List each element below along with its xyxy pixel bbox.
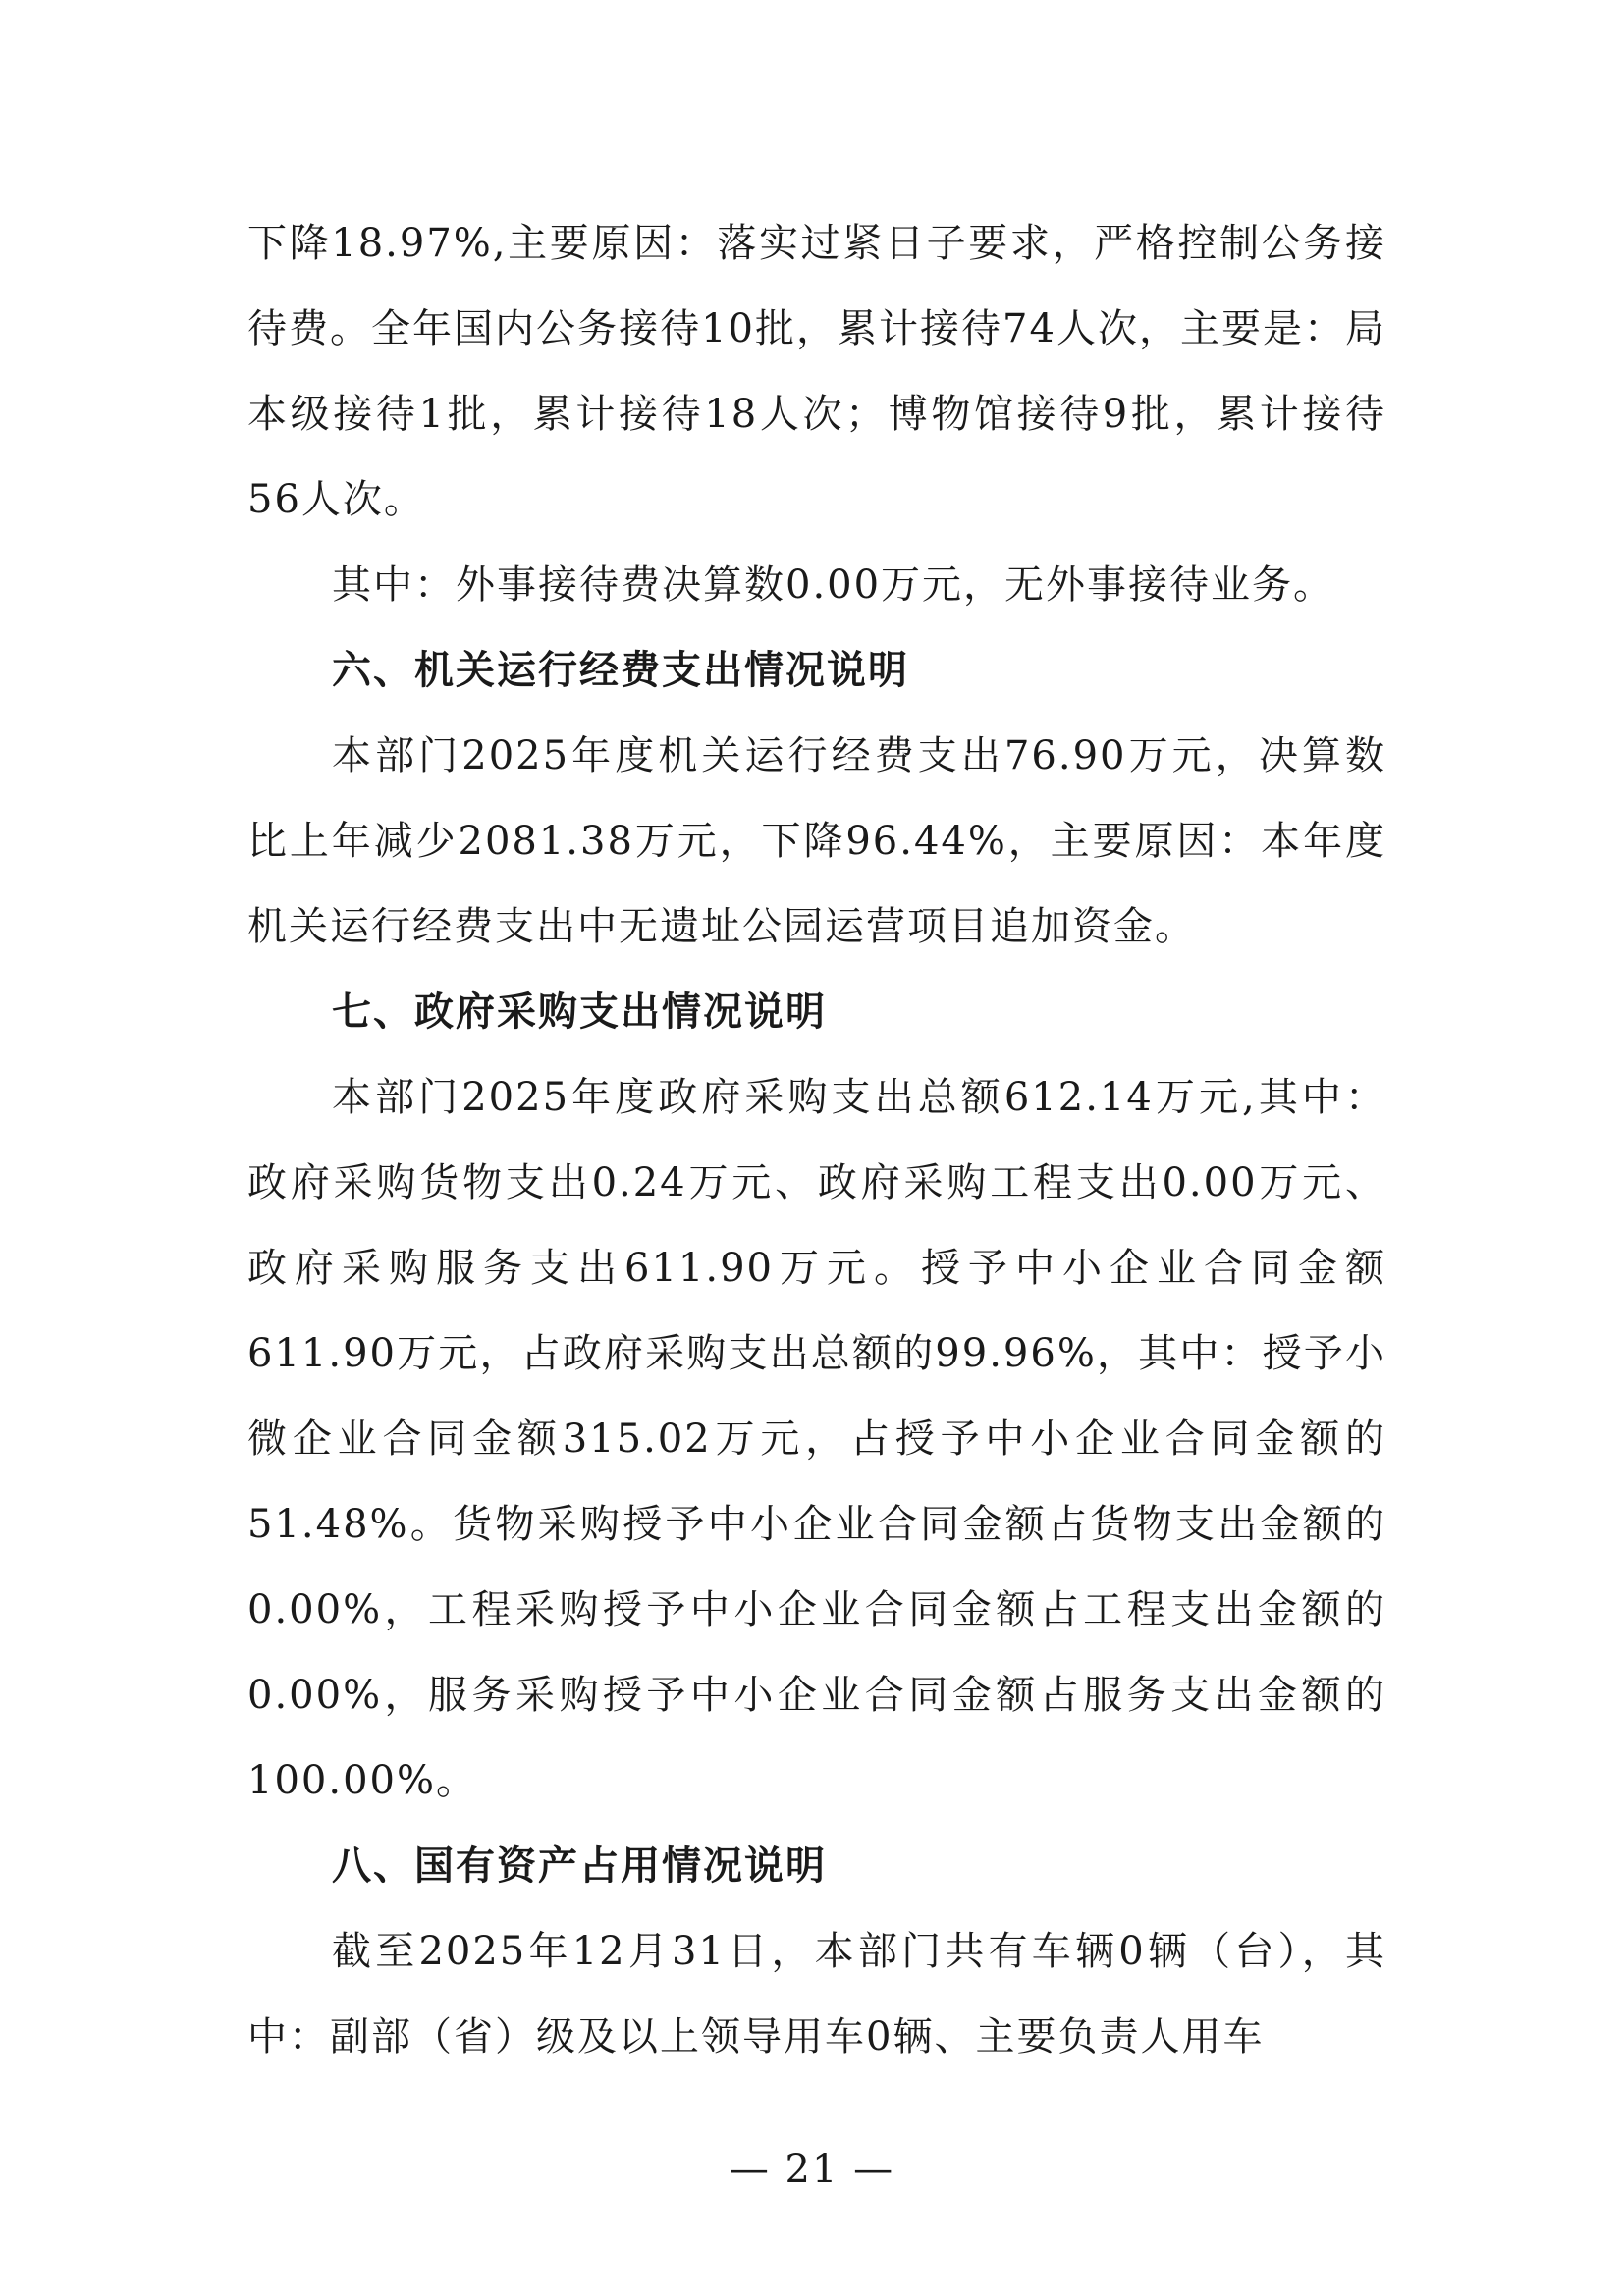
section-heading-state-assets: 八、国有资产占用情况说明 [332,1843,827,1889]
paragraph-state-assets: 截至2025年12月31日，本部门共有车辆0辆（台），其中：副部（省）级及以上领导用车0辆、主要负责人用车 [247,1929,1386,2059]
document-body [247,201,1386,2080]
page-number: — 21 — [729,2147,895,2192]
paragraph-foreign-hospitality: 其中：外事接待费决算数0.00万元，无外事接待业务。 [332,562,1335,608]
paragraph-hospitality-summary: 下降18.97%,主要原因：落实过紧日子要求，严格控制公务接待费。全年国内公务接待10批，累计接待74人次，主要是：局本级接待1批，累计接待18人次；博物馆接待9批，累计接待56人次。 [247,221,1386,522]
paragraph-operating-costs: 本部门2025年度机关运行经费支出76.90万元，决算数比上年减少2081.38万元，下降96.44%，主要原因：本年度机关运行经费支出中无遗址公园运营项目追加资金。 [247,733,1386,949]
section-heading-procurement: 七、政府采购支出情况说明 [332,989,827,1035]
paragraph-procurement: 本部门2025年度政府采购支出总额612.14万元,其中：政府采购货物支出0.24万元、政府采购工程支出0.00万元、政府采购服务支出611.90万元。授予中小企业合同金额611.90万元，占政府采购支出总额的99.96%，其中：授予小微企业合同金额315.02万元，占授予中小企业合同金额的51.48%。货物采购授予中小企业合同金额占货物支出金额的0.00%，工程采购授予中小企业合同金额占工程支出金额的0.00%，服务采购授予中小企业合同金额占服务支出金额的100.00%。 [247,1075,1386,1803]
section-heading-operating-costs: 六、机关运行经费支出情况说明 [332,648,909,693]
